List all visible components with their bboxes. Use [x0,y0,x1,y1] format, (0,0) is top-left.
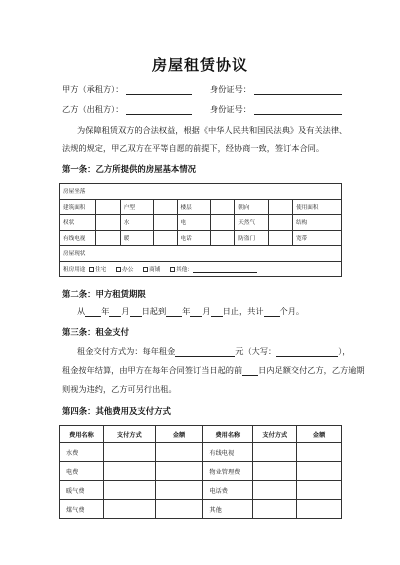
lease-term-line: 从 年 月 日起到 年 月 日止，共计 个月。 [77,306,305,316]
table-cell: 防盗门 [235,230,269,246]
section-1-heading: 第一条：乙方所提供的房屋基本情况 [62,164,196,174]
column-header: 费用名称 [203,426,253,443]
table-cell: 电话 [177,230,211,246]
party-b-blank [126,106,192,115]
table-cell: 权状 [60,215,96,231]
table-row [60,215,342,231]
table-row [60,261,342,277]
table-cell: 楼层 [177,199,211,215]
party-a-row [62,84,192,95]
section-2-heading: 第二条：甲方租赁期限 [62,289,146,299]
rent-payment-line-3: 则视为违约，乙方可另行出租。 [62,384,177,394]
column-header: 金额 [155,426,203,443]
column-header: 支付方式 [253,426,297,443]
usage-cell [60,261,342,277]
fee-name-cell: 水费 [60,443,104,462]
fees-table [59,425,342,519]
document-title: 房屋租赁协议 [151,56,248,74]
table-row [60,230,342,246]
checkbox-icon[interactable] [89,267,94,272]
party-a-id-row [210,84,342,95]
fee-name-cell: 其他 [203,500,253,519]
column-header: 金额 [297,426,342,443]
table-row [60,500,342,519]
intro-line-2: 法规的规定，甲乙双方在平等自愿的前提下，经协商一致，签订本合同。 [62,143,325,153]
usage-option-residential[interactable]: 住宅 [89,267,106,273]
section-3-heading: 第三条：租金支付 [62,327,129,337]
fee-name-cell: 有线电视 [203,443,253,462]
table-cell: 结构 [293,215,342,231]
fee-name-cell: 电费 [60,462,104,481]
address-cell: 房屋坐落 [60,184,342,200]
table-cell: 有线电视 [60,230,96,246]
party-b-id-label: 身份证号： [210,104,251,114]
usage-option-office[interactable]: 办公 [116,267,133,273]
party-b-id-row [210,104,342,115]
fee-name-cell: 暖气费 [60,481,104,500]
column-header: 费用名称 [60,426,104,443]
table-cell: 建筑面积 [60,199,96,215]
party-a-id-label: 身份证号： [210,84,251,94]
checkbox-icon[interactable] [116,267,121,272]
intro-line-1: 为保障租赁双方的合法权益，根据《中华人民共和国民法典》及有关法律、 [77,125,348,135]
fee-name-cell: 物业管理费 [203,462,253,481]
table-cell: 电 [177,215,211,231]
checkbox-icon[interactable] [143,267,148,272]
table-cell: 朝向 [235,199,269,215]
usage-option-shop[interactable]: 商铺 [143,267,160,273]
table-cell: 水 [120,215,153,231]
rent-payment-line-1: 租金交付方式为：每年租金 元（大写： ）， [77,346,351,356]
table-header-row [60,426,342,443]
table-row [60,443,342,462]
fee-name-cell: 煤气费 [60,500,104,519]
usage-other-blank [193,267,257,273]
table-row [60,246,342,262]
rent-payment-line-2: 租金按年结算，由甲方在每年合同签订当日起的前 日内足额交付乙方，乙方逾期 [62,365,365,375]
table-row [60,184,342,200]
party-b-id-blank [254,106,342,115]
usage-option-other[interactable]: 其他： [170,267,257,273]
column-header: 支付方式 [103,426,155,443]
table-cell: 户型 [120,199,153,215]
party-b-label: 乙方（出租方）： [62,104,124,114]
section-4-heading: 第四条：其他费用及支付方式 [62,406,171,416]
party-a-blank [126,86,192,95]
usage-label: 租房用途 [63,266,86,273]
property-info-table [59,183,342,277]
table-cell: 宽带 [293,230,342,246]
checkbox-icon[interactable] [170,267,175,272]
table-row [60,481,342,500]
party-a-label: 甲方（承租方）： [62,84,124,94]
fee-name-cell: 电话费 [203,481,253,500]
party-a-id-blank [254,86,342,95]
table-row [60,199,342,215]
table-row [60,462,342,481]
table-cell: 天然气 [235,215,269,231]
table-cell: 使用面积 [293,199,342,215]
table-cell: 暖 [120,230,153,246]
status-cell: 房屋现状 [60,246,342,262]
party-b-row [62,104,192,115]
